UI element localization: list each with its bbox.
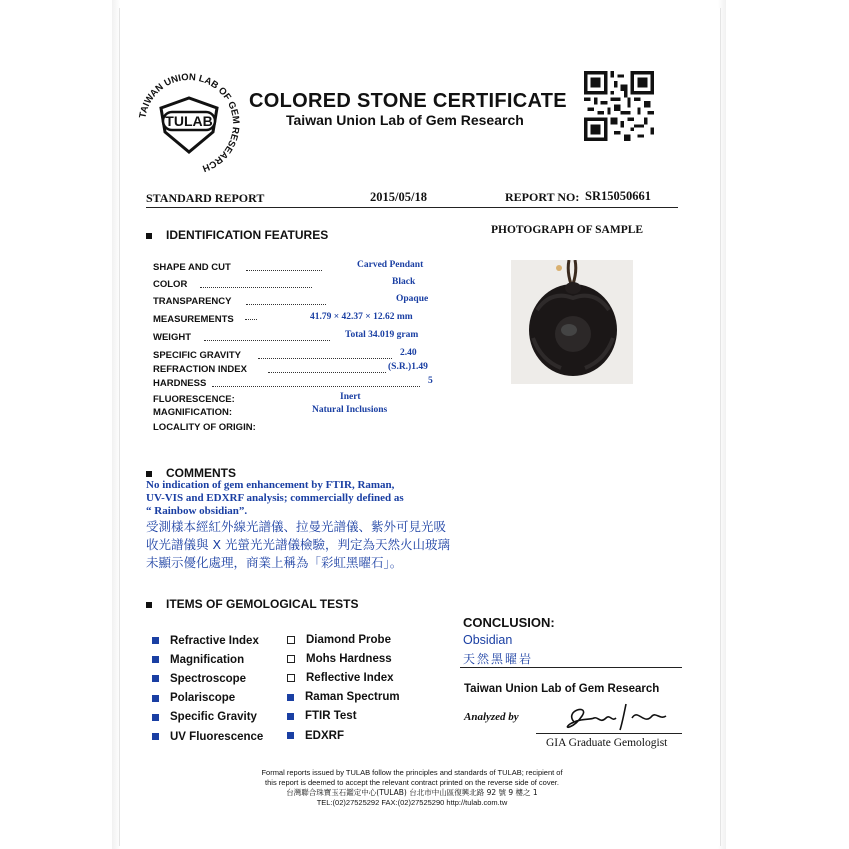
comments-heading [146, 466, 236, 480]
test-item [152, 650, 263, 669]
leader-dots [258, 358, 392, 359]
checked-box-icon [152, 675, 159, 682]
tests-heading-text: ITEMS OF GEMOLOGICAL TESTS [166, 597, 359, 611]
conclusion-divider [460, 667, 682, 668]
feature-label: SPECIFIC GRAVITY [153, 350, 241, 361]
report-date: 2015/05/18 [370, 190, 427, 204]
checked-box-icon [287, 732, 294, 739]
gemologist-signature [560, 700, 670, 734]
checked-box-icon [287, 713, 294, 720]
feature-value: Total 34.019 gram [345, 330, 419, 340]
sample-photo [511, 260, 633, 384]
feature-label: HARDNESS [153, 378, 207, 389]
tulab-logo [133, 68, 245, 180]
feature-value: Carved Pendant [357, 260, 424, 270]
leader-dots [212, 386, 420, 387]
certificate-subtitle: Taiwan Union Lab of Gem Research [286, 112, 524, 128]
test-item [152, 689, 263, 708]
unchecked-box-icon [287, 636, 295, 644]
paper-edge-left [112, 0, 120, 849]
test-item [287, 649, 400, 668]
report-number: SR15050661 [585, 189, 651, 203]
test-label: Raman Spectrum [305, 691, 400, 704]
test-label: FTIR Test [305, 710, 357, 723]
feature-value: Black [392, 277, 416, 287]
footer-line: 台灣聯合珠寶玉石鑑定中心(TULAB) 台北市中山區復興北路 92 號 9 樓之 1 [286, 788, 538, 797]
test-item [287, 707, 400, 726]
leader-dots [246, 304, 326, 305]
leader-dots [245, 319, 257, 320]
footer [232, 768, 592, 808]
comments-chinese [146, 518, 450, 572]
comment-line-zh: 未顯示優化處理，商業上稱為「彩虹黑曜石」。 [146, 555, 403, 570]
report-number-label: REPORT NO: [505, 190, 580, 204]
leader-dots [246, 270, 322, 271]
checked-box-icon [287, 694, 294, 701]
section-bullet [146, 471, 152, 477]
feature-label: LOCALITY OF ORIGIN: [153, 422, 256, 433]
test-item [287, 630, 400, 649]
conclusion-lab: Taiwan Union Lab of Gem Research [464, 683, 660, 695]
test-label: Polariscope [170, 692, 236, 705]
test-label: Reflective Index [306, 671, 394, 684]
identification-heading-text: IDENTIFICATION FEATURES [166, 228, 329, 242]
test-label: EDXRF [305, 729, 344, 742]
feature-value: Opaque [396, 294, 429, 304]
feature-label: TRANSPARENCY [153, 296, 232, 307]
header-divider [146, 207, 678, 208]
feature-value: 41.79 × 42.37 × 12.62 mm [310, 312, 413, 322]
checked-box-icon [152, 656, 159, 663]
qr-code [584, 71, 654, 141]
test-item [287, 726, 400, 745]
section-bullet [146, 602, 152, 608]
comment-line-zh: 受測樣本經紅外線光譜儀、拉曼光譜儀、紫外可見光吸 [146, 519, 447, 534]
test-item [287, 688, 400, 707]
footer-line: TEL:(02)27525292 FAX:(02)27525290 http://tulab.com.tw [316, 798, 508, 807]
test-item [152, 631, 263, 650]
checked-box-icon [152, 637, 159, 644]
logo-ring-text: TAIWAN UNION LAB OF GEM RESEARCH [137, 71, 242, 174]
footer-line: Formal reports issued by TULAB follow the principles and standards of TULAB; recipient of [261, 768, 563, 777]
test-label: Mohs Hardness [306, 652, 392, 665]
photo-heading: PHOTOGRAPH OF SAMPLE [491, 224, 644, 236]
checked-box-icon [152, 714, 159, 721]
test-label: Magnification [170, 653, 245, 666]
section-bullet [146, 233, 152, 239]
feature-label: MEASUREMENTS [153, 314, 234, 325]
test-label: Diamond Probe [306, 633, 391, 646]
signature-line [536, 733, 682, 734]
test-item [152, 708, 263, 727]
feature-value: (S.R.)1.49 [388, 362, 428, 372]
comment-line-zh: 收光譜儀與 X 光螢光光譜儀檢驗，判定為天然火山玻璃 [146, 537, 451, 552]
conclusion-heading: CONCLUSION: [463, 615, 555, 630]
test-item [287, 668, 400, 687]
comment-line: “ Rainbow obsidian”. [146, 505, 248, 517]
report-type: STANDARD REPORT [146, 191, 265, 205]
test-label: Spectroscope [170, 672, 247, 685]
tests-heading [146, 597, 358, 611]
unchecked-box-icon [287, 655, 295, 663]
feature-value: Inert [340, 392, 361, 402]
leader-dots [200, 287, 312, 288]
comments-english [146, 479, 404, 518]
checked-box-icon [152, 695, 159, 702]
feature-label: MAGNIFICATION: [153, 407, 232, 418]
feature-value: 2.40 [400, 348, 417, 358]
comment-line: No indication of gem enhancement by FTIR, Raman, [146, 479, 395, 491]
comments-heading-text: COMMENTS [166, 466, 236, 480]
test-label: Specific Gravity [170, 711, 257, 724]
feature-label: COLOR [153, 279, 188, 290]
checked-box-icon [152, 733, 159, 740]
feature-value: 5 [428, 376, 433, 386]
test-label: UV Fluorescence [170, 730, 264, 743]
feature-label: FLUORESCENCE: [153, 394, 235, 405]
logo-text: TULAB [165, 113, 213, 129]
footer-line: this report is deemed to accept the relevant contract printed on the reverse side of cover. [265, 778, 559, 787]
feature-label: REFRACTION INDEX [153, 364, 247, 375]
leader-dots [268, 372, 386, 373]
conclusion-value-zh: 天然黑曜岩 [463, 652, 534, 666]
comment-line: UV-VIS and EDXRF analysis; commercially defined as [146, 492, 404, 504]
leader-dots [204, 340, 330, 341]
gemologist-title: GIA Graduate Gemologist [546, 737, 668, 749]
feature-value: Natural Inclusions [312, 405, 388, 415]
identification-heading [146, 228, 328, 242]
tests-right-column [287, 630, 400, 745]
feature-label: WEIGHT [153, 332, 191, 343]
conclusion-value-en: Obsidian [463, 633, 513, 647]
test-label: Refractive Index [170, 634, 259, 647]
test-item [152, 669, 263, 688]
test-item [152, 727, 263, 746]
tests-left-column [152, 631, 263, 746]
analyzed-by-label: Analyzed by [464, 711, 519, 723]
unchecked-box-icon [287, 674, 295, 682]
feature-label: SHAPE AND CUT [153, 262, 231, 273]
certificate-title: COLORED STONE CERTIFICATE [249, 90, 567, 112]
